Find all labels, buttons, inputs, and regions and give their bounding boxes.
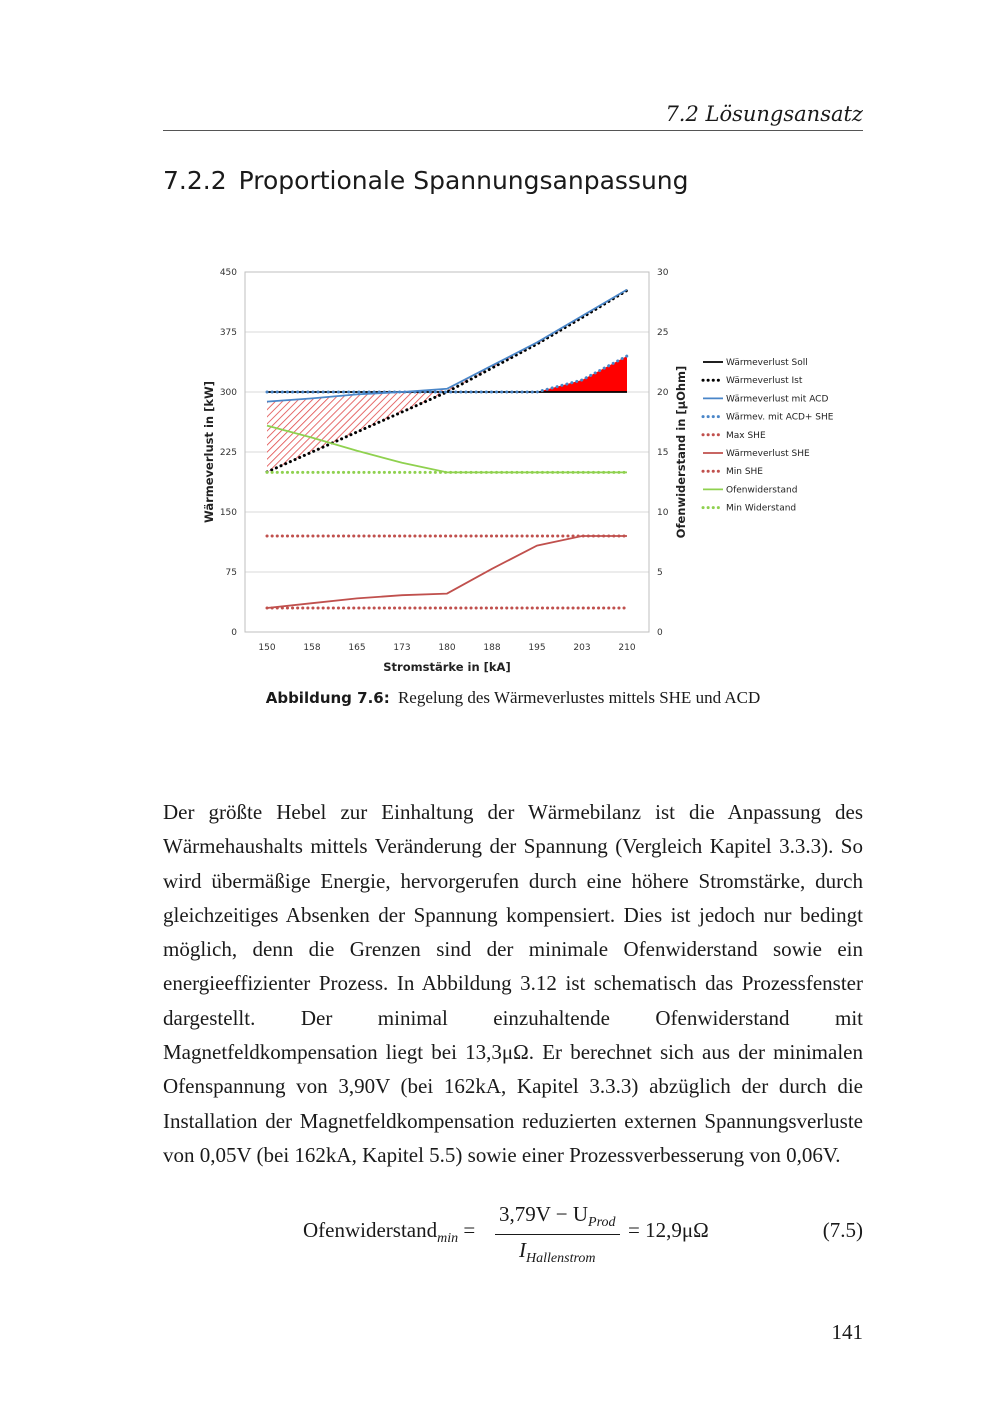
x-tick-label: 195 <box>528 643 546 653</box>
equation-lhs-text: Ofenwiderstand <box>303 1218 438 1242</box>
y-tick-label: 0 <box>231 628 237 638</box>
equation-lhs <box>303 1218 475 1247</box>
x-tick-label: 165 <box>348 643 366 653</box>
y-axis-title: Wärmeverlust in [kW] <box>202 381 216 523</box>
legend-label: Wärmeverlust Soll <box>726 358 808 368</box>
y-tick-label: 225 <box>219 448 237 458</box>
section-number: 7.2.2 <box>163 166 227 195</box>
x-tick-label: 180 <box>438 643 456 653</box>
equation-fraction <box>495 1202 620 1267</box>
x-axis-title: Stromstärke in [kA] <box>383 660 511 674</box>
legend-label: Min SHE <box>726 467 763 478</box>
equation-denominator <box>495 1235 620 1267</box>
legend-label: Wärmeverlust Ist <box>726 376 803 387</box>
legend-label: Ofenwiderstand <box>726 485 798 496</box>
running-header <box>163 100 863 131</box>
page-number: 141 <box>831 1320 863 1344</box>
running-title: 7.2 Lösungsansatz <box>665 102 863 126</box>
equation-denominator-subscript: Hallenstrom <box>526 1251 596 1267</box>
x-tick-label: 150 <box>258 643 276 653</box>
figure-caption-text: Regelung des Wärmeverlustes mittels SHE und ACD <box>397 688 761 707</box>
y-tick-label: 450 <box>219 268 237 278</box>
she-filled-area <box>537 356 627 392</box>
legend-label: Max SHE <box>726 430 766 441</box>
body-paragraph: Der größte Hebel zur Einhaltung der Wärmebilanz ist die Anpassung des Wärmehaushalts mittels Veränderung der Spannung (Vergleich Kapitel 3.3.3). So wird übermäßige Energie, hervorgerufen durch eine höhere Stromstärke, durch gleichzeitiges Absenken der Spannung kompensiert. Dies ist jedoch nur bedingt möglich, denn die Grenzen sind der minimale Ofenwiderstand sowie ein energieeffizienter Prozess. In Abbildung 3.12 ist schematisch das Prozessfenster dargestellt. Der minimal einzuhaltende Ofenwiderstand mit Magnetfeldkompensation liegt bei 13,3μΩ. Er berechnet sich aus der minimalen Ofenspannung von 3,90V (bei 162kA, Kapitel 3.3.3) abzüglich der durch die Installation der Magnetfeldkompensation reduzierten externen Spannungsverluste von 0,05V (bei 162kA, Kapitel 5.5) sowie einer Prozessverbesserung von 0,06V. <box>163 800 863 1167</box>
hatched-reduction-area <box>267 290 627 472</box>
chart-legend <box>703 358 834 514</box>
equation-lhs-subscript: min <box>437 1231 459 1247</box>
legend-label: Wärmeverlust mit ACD <box>726 394 829 405</box>
y2-tick-label: 0 <box>657 628 663 638</box>
equation-numerator-subscript: Prod <box>588 1215 616 1231</box>
y2-tick-label: 5 <box>657 568 663 578</box>
x-tick-label: 203 <box>573 643 591 653</box>
y2-tick-label: 30 <box>657 268 669 278</box>
equation-numerator <box>495 1202 620 1235</box>
equation-rhs: = 12,9μΩ <box>628 1218 709 1242</box>
y2-tick-label: 10 <box>657 508 669 518</box>
x-tick-label: 158 <box>303 643 321 653</box>
figure-caption <box>163 688 863 708</box>
heat-loss-chart <box>195 262 855 682</box>
x-tick-label: 188 <box>483 643 501 653</box>
equation-denominator-text: I <box>519 1238 527 1263</box>
equation-equals: = <box>463 1218 476 1242</box>
x-tick-label: 173 <box>393 643 411 653</box>
equation-7-5 <box>163 1198 863 1268</box>
y2-axis-title: Ofenwiderstand in [µOhm] <box>674 365 688 539</box>
section-heading <box>163 166 689 195</box>
figure-label: Abbildung 7.6: <box>265 689 390 707</box>
legend-label: Min Widerstand <box>726 503 797 514</box>
legend-label: Wärmeverlust SHE <box>726 449 810 459</box>
section-title: Proportionale Spannungsanpassung <box>238 166 689 195</box>
y2-tick-label: 20 <box>657 388 669 398</box>
y-tick-label: 150 <box>219 508 237 518</box>
equation-number: (7.5) <box>822 1218 863 1242</box>
legend-label: Wärmev. mit ACD+ SHE <box>726 412 834 423</box>
y2-tick-label: 15 <box>657 448 669 458</box>
equation-numerator-text: 3,79V − U <box>499 1202 589 1226</box>
y-tick-label: 375 <box>219 328 237 338</box>
y2-tick-label: 25 <box>657 328 669 338</box>
x-tick-label: 210 <box>618 643 636 653</box>
y-tick-label: 300 <box>219 388 237 398</box>
y-tick-label: 75 <box>225 568 237 578</box>
